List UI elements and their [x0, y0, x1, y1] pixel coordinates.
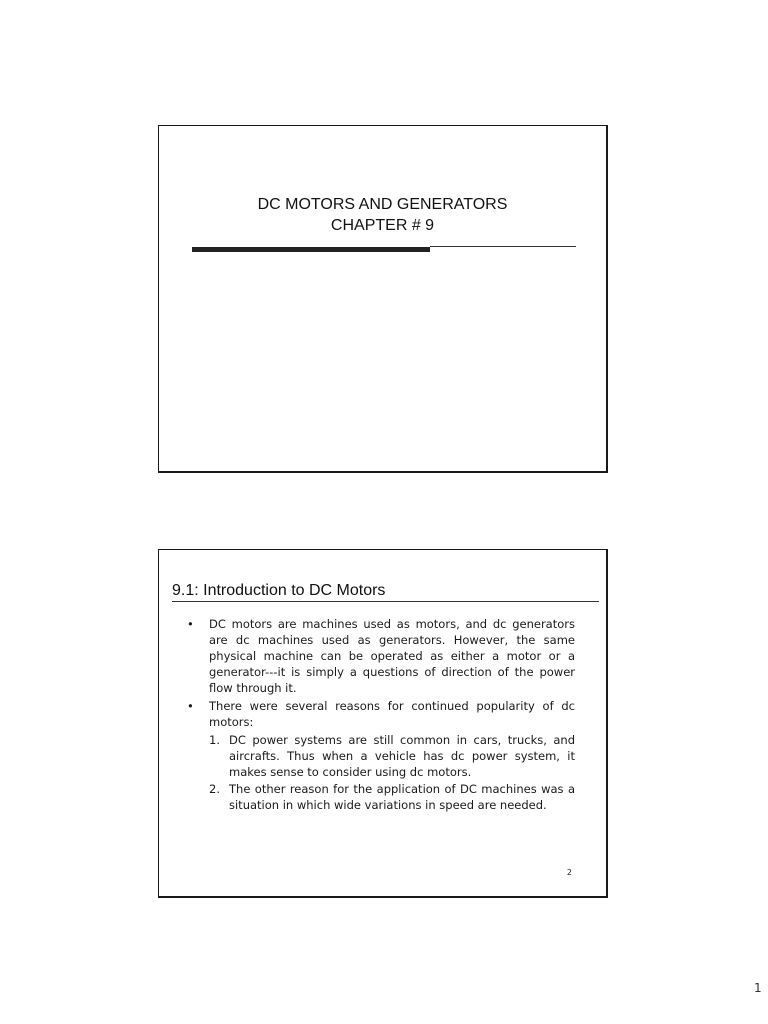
title-underline-thick	[192, 247, 430, 252]
list-item-text: The other reason for the application of DC machines was a situation in which wide variations in speed are needed.	[229, 782, 575, 812]
bullet-item	[183, 698, 575, 730]
slide-2	[158, 549, 608, 898]
page-number: 1	[754, 981, 762, 995]
bullet-text: There were several reasons for continued popularity of dc motors:	[209, 699, 575, 729]
list-number: 2.	[209, 782, 220, 796]
bullet-icon: •	[187, 617, 194, 631]
bullet-text: DC motors are machines used as motors, and dc generators are dc machines used as generators. However, the same physical machine can be operated as either a motor or a generator---it is simply a questions of direction of the power flow through it.	[209, 617, 575, 695]
slide-number: 2	[566, 868, 572, 877]
bullet-icon: •	[187, 699, 194, 713]
numbered-list-item	[183, 781, 575, 813]
slide-1	[158, 125, 608, 473]
numbered-list-item	[183, 732, 575, 780]
slide-1-title-line-1: DC MOTORS AND GENERATORS	[257, 196, 508, 213]
title-underline-thin	[430, 246, 576, 247]
slide-2-heading: 9.1: Introduction to DC Motors	[172, 582, 386, 599]
slide-1-title	[159, 194, 606, 236]
list-item-text: DC power systems are still common in cars, trucks, and aircrafts. Thus when a vehicle has dc power system, it makes sense to consider using dc motors.	[229, 733, 575, 779]
list-number: 1.	[209, 733, 220, 747]
bullet-item	[183, 616, 575, 696]
slide-1-title-line-2: CHAPTER # 9	[330, 217, 435, 234]
numbered-list	[183, 732, 575, 813]
slide-2-body	[183, 616, 575, 814]
slide-2-heading-rule	[172, 601, 599, 602]
